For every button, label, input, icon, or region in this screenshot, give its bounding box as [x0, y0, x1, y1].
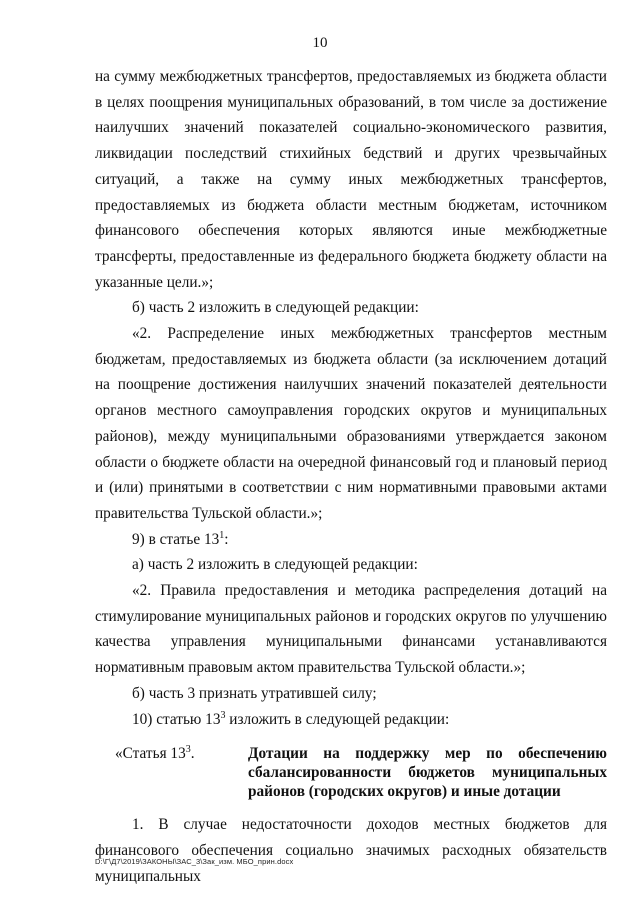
- item-9: [95, 527, 607, 553]
- footer-file-path: D:\Г\Д7\2019\ЗАКОНЫ\ЗАС_3\Зак_изм. МБО_прин.docx: [95, 857, 294, 866]
- item-10-sup: 3: [220, 709, 226, 721]
- item-10-text: 10) статью 13: [132, 710, 221, 728]
- page-number: 10: [312, 35, 328, 51]
- document-body: [95, 64, 607, 889]
- item-10-tail: изложить в следующей редакции:: [225, 710, 450, 728]
- item-10: [95, 707, 607, 733]
- paragraph: а) часть 2 изложить в следующей редакции:: [132, 556, 418, 574]
- article-label-sup: 3: [185, 744, 191, 756]
- article-label-tail: .: [190, 745, 195, 763]
- paragraph: 1. В случае недостаточности доходов местных бюджетов для финансового обеспечения социально значимых расходных обязательств муниципальных: [95, 816, 607, 885]
- paragraph: б) часть 3 признать утратившей силу;: [132, 684, 377, 702]
- paragraph: «2. Правила предоставления и методика распределения дотаций на стимулирование муниципальных районов и городских округов по улучшению качества управления муниципальными финансами устанавливаются нормативным правовым актом правительства Тульской области.»;: [95, 582, 607, 677]
- item-9-tail: :: [224, 530, 229, 548]
- article-label-text: «Статья 13: [115, 745, 186, 763]
- article-heading: [95, 744, 607, 801]
- item-9-sup: 1: [219, 529, 225, 541]
- item-9-text: 9) в статье 13: [132, 530, 220, 548]
- paragraph: на сумму межбюджетных трансфертов, предоставляемых из бюджета области в целях поощрения муниципальных образований, в том числе за достижение наилучших значений показателей социально-экономического развития, ликвидации последствий стихийных бедствий и других чрезвычайных ситуаций, а также на сумму иных межбюджетных трансфертов, предоставляемых из бюджета области местным бюджетам, источником финансового обеспечения которых являются иные межбюджетные трансферты, предоставленные из федерального бюджета бюджету области на указанные цели.»;: [95, 68, 607, 291]
- paragraph: б) часть 2 изложить в следующей редакции:: [132, 299, 419, 317]
- article-title: Дотации на поддержку мер по обеспечению сбалансированности бюджетов муниципальных районов (городских округов) и иные дотации: [248, 745, 607, 801]
- article-label: [95, 744, 248, 801]
- paragraph: «2. Распределение иных межбюджетных трансфертов местным бюджетам, предоставляемых из бюджета области (за исключением дотаций на поощрение достижения наилучших значений показателей деятельности органов местного самоуправления городских округов и муниципальных районов), между муниципальными образованиями утверждается законом области о бюджете области на очередной финансовый год и плановый период и (или) принятыми в соответствии с ним нормативными правовыми актами правительства Тульской области.»;: [95, 325, 607, 522]
